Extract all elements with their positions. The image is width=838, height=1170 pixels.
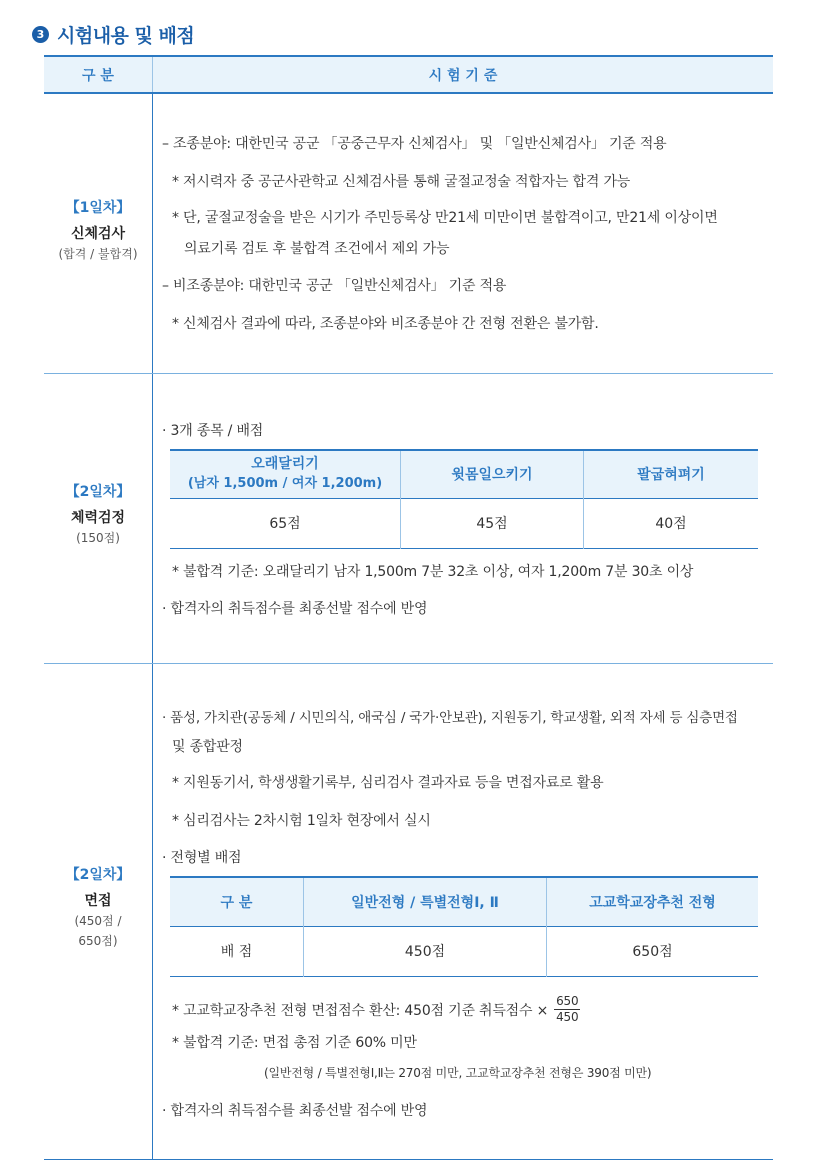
row2-label [44,482,152,548]
table-bottom-border [44,1159,773,1160]
row2-reflect: · 합격자의 취득점수를 최종선발 점수에 반영 [162,601,428,617]
section-number-badge: 3 [32,26,49,43]
row1-day: 【1일차】 [65,200,131,216]
header-criteria: 시 험 기 준 [428,67,498,84]
row-divider-1 [44,373,773,374]
row3-line-3: * 지원동기서, 학생생활기록부, 심리검사 결과자료 등을 면접자료로 활용 [172,775,604,791]
table-header [44,55,773,94]
interview-score-general: 450점 [304,926,547,976]
section-title [32,20,194,48]
row1-line-3: * 단, 굴절교정술을 받은 시기가 주민등록상 만21세 미만이면 불합격이고, 만21세 이상이면 [172,210,718,226]
interview-header-principal: 고교학교장추천 전형 [547,877,759,926]
conversion-fraction [554,994,580,1025]
row1-label [44,198,152,264]
row1-sub: (합격 / 불합격) [58,247,138,261]
row1-name: 신체검사 [70,226,126,242]
interview-header-category: 구 분 [170,877,304,926]
row3-fail: * 불합격 기준: 면접 총점 기준 60% 미만 [172,1035,417,1051]
row1-line-1: – 조종분야: 대한민국 공군 「공중근무자 신체검사」 및 「일반신체검사」 기준 적용 [162,136,667,152]
interview-header-general: 일반전형 / 특별전형Ⅰ, Ⅱ [304,877,547,926]
interview-score-principal: 650점 [547,926,759,976]
interview-score-label: 배 점 [170,926,304,976]
fitness-table [170,449,758,549]
row3-fail-detail: (일반전형 / 특별전형Ⅰ,Ⅱ는 270점 미만, 고교학교장추천 전형은 390점 미만) [264,1066,652,1080]
row3-line-5: · 전형별 배점 [162,850,242,866]
row3-sub-1: (450점 / [74,914,122,928]
interview-table [170,876,758,977]
row3-name: 면접 [84,893,112,909]
row2-name: 체력검정 [70,510,126,526]
fitness-header-pushups: 팔굽혀펴기 [584,450,759,498]
row2-day: 【2일차】 [65,484,131,500]
row3-line-1: · 품성, 가치관(공동체 / 시민의식, 애국심 / 국가·안보관), 지원동기, 학교생활, 외적 자세 등 심층면접 [162,710,738,726]
row2-sub: (150점) [76,531,120,545]
row1-line-4: 의료기록 검토 후 불합격 조건에서 제외 가능 [184,241,450,257]
row3-line-2: 및 종합판정 [172,739,243,755]
row1-line-6: * 신체검사 결과에 따라, 조종분야와 비조종분야 간 전형 전환은 불가함. [172,316,599,332]
row2-note: * 불합격 기준: 오래달리기 남자 1,500m 7분 32초 이상, 여자 1,200m 7분 30초 이상 [172,564,694,580]
fraction-numerator: 650 [556,994,579,1008]
row3-reflect: · 합격자의 취득점수를 최종선발 점수에 반영 [162,1103,428,1119]
row3-line-4: * 심리검사는 2차시험 1일차 현장에서 실시 [172,813,431,829]
row-divider-2 [44,663,773,664]
row1-line-5: – 비조종분야: 대한민국 공군 「일반신체검사」 기준 적용 [162,278,507,294]
fraction-denominator: 450 [556,1010,579,1024]
row3-sub-2: 650점) [78,934,118,948]
row2-intro: · 3개 종목 / 배점 [162,423,264,439]
fitness-score-situps: 45점 [401,498,584,548]
fitness-header-situps: 윗몸일으키기 [401,450,584,498]
row3-conversion-text: * 고교학교장추천 전형 면접점수 환산: 450점 기준 취득점수 × [172,1002,549,1019]
row3-conversion [172,994,580,1025]
fitness-score-run: 65점 [170,498,401,548]
row1-line-2: * 저시력자 중 공군사관학교 신체검사를 통해 굴절교정술 적합자는 합격 가능 [172,174,631,190]
section-title-text: 시험내용 및 배점 [57,24,195,47]
header-category: 구 분 [44,57,153,92]
fitness-header-run: 오래달리기 (남자 1,500m / 여자 1,200m) [170,450,401,498]
row3-label [44,865,152,951]
fitness-score-pushups: 40점 [584,498,759,548]
row3-day: 【2일차】 [65,867,131,883]
column-divider [152,92,153,1159]
